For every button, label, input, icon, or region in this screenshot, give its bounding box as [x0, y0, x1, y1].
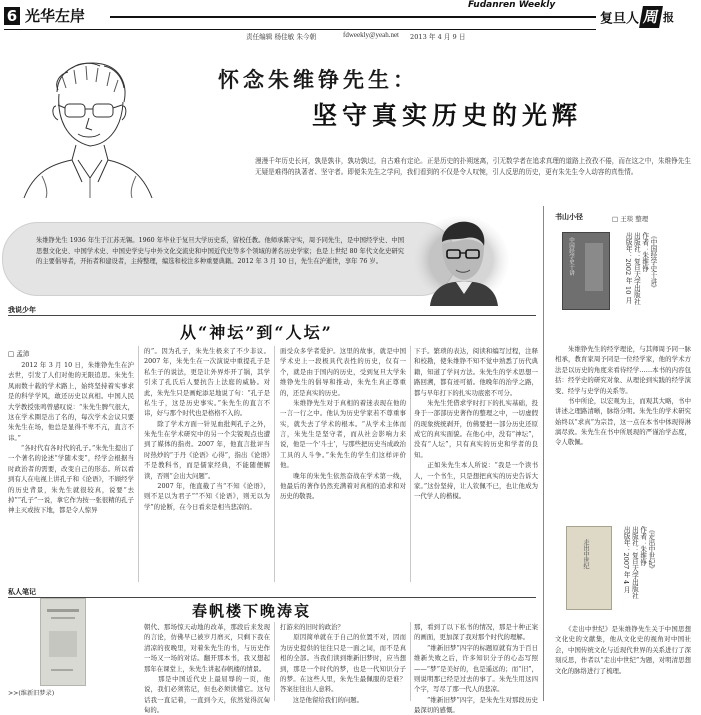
bio-text: 朱维铮先生 1936 年生于江苏无锡。1960 年毕业于复旦大学历史系，留校任教。他师承陈守实，周予同先生，是中国经学史、中国思想文化史、中国学术史、中国史学史与中外文化交流史和中国近代史等多个领域的著名历史学家；也是上世纪 80 年代文化史研究的主要倡导者，开拓者和建设者，主持整理，编选和校注多种重要典籍。2012 年 3 月 10 日，先生在沪逝世，享年 76 岁。 — [36, 237, 404, 266]
article1-col-c: 面受众多学者爱护。这里的故事，就是中国学术史上一段极具代表性的历史，仅有一个，就是由于国内的历史，受到复旦大学朱维铮先生的倡导和推动，朱先生真正尊重的，还是真实的历史。 朱维铮先生对于真相的着迷表现在他的一言一行之中。他认为历史学家若不尊重事实，就失去了学术的根本。“从学术主体而言，朱先生是坚守者，而从社会影响力来说，他是一个‘斗士’，与那些把历史当成政治工具的人斗争。”朱先生的学生们这样评价他。 晚年的朱先生依然奋战在学术第一线，他最后的著作仍然充满着对真相的追求和对历史的敬畏。 — [280, 347, 406, 501]
portrait-sketch — [12, 48, 162, 198]
contact-email: fdweekly@yeah.net — [343, 31, 400, 39]
paper-name — [600, 6, 674, 36]
article2-col-b: 打游来的旧时的政治？ 原因简单就在于自己的位置不对，因而为历史提供的往往只是一面之词，而不是真相的全部。当我们读到维新旧梦时，应当想到，那是一个时代的梦，也是一代知识分子的梦。在这些人里，朱先生最佩服的是谁？答案往往出人意料。 这是他留给我们的问题。 — [280, 623, 406, 704]
bio-photo — [408, 208, 514, 306]
page-number: 6 — [4, 7, 20, 25]
feature-title-line1: 怀念朱维铮先生： — [218, 67, 418, 92]
issue-date: 2013 年 4 月 9 日 — [410, 33, 466, 41]
column-rule-1 — [8, 315, 536, 316]
column-rule-2 — [8, 597, 536, 598]
sidebar-divider — [543, 206, 544, 701]
column-label-1: 我说少年 — [8, 306, 36, 314]
col-divider — [274, 622, 275, 701]
book2-cover-title: 走出中世纪 — [582, 539, 589, 569]
feature-intro: 漫漫千年历史长河，孰是孰非，孰功孰过，自古难有定论。正是历史的扑朔迷离，引无数学者在追求真理的道路上孜孜不倦，而在这之中，朱维铮先生无疑是难得的执著者、坚守者。即便朱先生之学问，我们看到的不仅是令人叹惋，引人反思的历史，更有朱先生令人动容的真性情。 — [255, 157, 691, 176]
article2-col-c: 那，看到了以下私书的情况，那是十种正案的画面，更加深了我对那个时代的理解。 “维新旧梦”四字的标题原就有为于百日维新失败之后，许多知识分子的心态写照——“梦”是美好的，也是遥远的；而“旧”，则说明那已经是过去的事了。朱先生用这四个字，写尽了那一代人的悲凉。 “维新旧梦”四字，是朱先生对那段历史最深切的感慨。 — [414, 623, 538, 714]
section-title: 光华左岸 — [25, 7, 86, 25]
book1-info: 《中国经学史十讲》 作者：朱维铮 出版社：复旦大学出版社 出版年：2002 年 10 月 — [624, 232, 657, 305]
feature-title-line2: 坚守真实历史的光辉 — [312, 101, 583, 130]
sidebar-author: □ 王琰 整理 — [612, 215, 649, 223]
editor-line: 责任编辑 杨佳敏 朱今朝 — [246, 33, 317, 41]
col-divider — [410, 346, 411, 582]
header-rule-top — [110, 16, 596, 18]
article1-author: □ 孟沛 — [8, 350, 30, 358]
sidebar-label: 书山小径 — [555, 213, 583, 221]
header-english-name: Fudanren Weekly — [468, 0, 556, 10]
book2-info: 《走出中世纪》 作者：朱维铮 出版社：复旦大学出版社 出版年：2007 年 4 月 — [622, 526, 655, 599]
header-rule-bottom — [4, 29, 596, 30]
paper-name-box: 周 — [639, 6, 663, 28]
article1-title: 从“神坛”到“人坛” — [180, 323, 333, 342]
article1-col-a: 2012 年 3 月 10 日，朱维铮先生在沪去世，引发了人们对他的无限追思。朱先生凤雨数十载的学术路上，始终坚持着实事求是的科学学风，敢还历史以真相。中国人民大学教授张鸣曾感叹说：“朱先生脾气很大，这在学术圈是出了名的，每次学术会议只要朱先生在场，他总是显得不卑不亢，直言不讳。” “各时代有各时代的孔子。”朱先生提出了一个著名的论述“学随术变”，经学会根据当时政治者的需要，改变自己的形态。所以看到有人在电视上讲孔子和《论语》，不顾经学的历史背景，朱先生就很较真，说要“去掉”“孔子”一说，拿它作为按一张很精的孔子神主灭或按下地，都是令人惊异 — [8, 361, 134, 515]
book-caption: >>(维新旧梦录) — [8, 690, 55, 697]
article1-col-d: 下手。繁琐的表达，阅读和编写过程，注释和校勘，使朱维铮不知不觉中熟悉了历代典籍，知道了学问方法。朱先生的学术思想一路回溯，都有迹可循。他晚年的治学之路，都与早年打下的扎实功底密不可分。 朱先生凭借求学时打下的扎实基础，投身于一部部历史著作的整理之中，一切虚假的现象统统剥开，仿佛要把一部分历史还原成它的真实面貌。在他心中，没有“神坛”，没有“人坛”，只有真实的历史和学者的良知。 正如朱先生本人所说：“我是一个读书人，一个书生，只是想把真实的历史告诉大家。”这份坚持，让人钦佩不已，也让他成为一代学人的楷模。 — [414, 347, 538, 501]
article2-title: 春帆楼下晚涛哀 — [192, 602, 312, 620]
book-thumbnail — [40, 598, 86, 686]
masthead — [0, 0, 701, 40]
paper-name-right: 报 — [663, 11, 675, 24]
col-divider — [274, 346, 275, 582]
paper-name-left: 复旦人 — [600, 11, 640, 27]
article2-col-a: 朝代、那场惊天动地的改革，那段后来发现的言论，仿佛早已被岁月磨灭，只剩下我在清凉的夜晚里，对着朱先生的书，与历史作一场又一场的对话。翻开那本书，我又想起那年在课堂上，朱先生讲起春帆楼的情景。 那是中国近代史上最屈辱的一页，他说，我们必须铭记，但也必须读懂它。这句话我一直记着，一直到今天，依然觉得沉甸甸的。 — [144, 623, 270, 714]
book1-cover — [562, 232, 610, 310]
column-label-2: 私人笔记 — [8, 588, 36, 596]
col-divider — [138, 346, 139, 582]
article1-col-b: 的”。因为孔子，朱先生极来了不少非议。2007 年，朱先生在一次演说中重提孔子是私生子的说法，更是让外界炸开了锅，其学引来了孔氏后人要抗告上法庭的威胁。对此，朱先生只是画蛇添足地说了句：“孔子是私生子，这是历史事实。”朱先生的直言不讳，好与那个时代也是格格不入的。 除了学术方面一针见血批判孔子之外，朱先生在学术研究中的另一个尖锐观点也遭到了媒体的指责。2007 年，他直言批评当时热炒的“于丹《论语》心得”，指出《论语》不是教科书，而是儒家经典，不能随便解读，否则“会出大问题”。 2007 年，他直截了当“不知《论语》，则不足以为君子”“不知《论语》，则无以为学”的论断，在今日看来是相当悲凉的。 — [144, 347, 270, 511]
book2-review: 《走出中世纪》是朱维铮先生关于中国思想文化史的文献集，他从文化史的视角对中国社会，中国传统文化与近现代世界的关系进行了深刻反思，作者以“走出中世纪”为题，对明清思想文化的脉络进行了梳理。 — [555, 625, 691, 675]
book2-cover — [566, 526, 612, 610]
book1-cover-title: 中国经学史十讲 — [568, 237, 574, 276]
col-divider — [410, 622, 411, 701]
book1-review: 朱维铮先生的经学理论，与其师周予同一脉相承，教育家周予同是一位经学家，他的学术方法是以历史的角度来看待经学……本书的内容包括：经学史的研究对象、从理论到实践的经学演变、经学与史学的关系等。 书中所论，以宏观为主，而观其大略，书中讲述之理路清晰，脉络分明。朱先生的学术研究始终以“求真”为宗旨，这一点在本书中体现得淋漓尽致。朱先生在书中所展现的严谨治学态度，令人敬佩。 — [555, 345, 691, 447]
